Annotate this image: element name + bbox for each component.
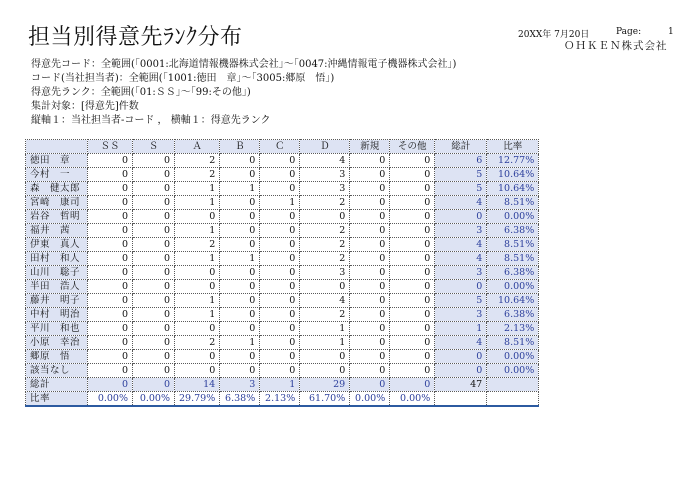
total-cell: 0: [435, 350, 487, 364]
count-cell: 0: [220, 322, 260, 336]
count-cell: 0: [220, 196, 260, 210]
count-cell: 2: [175, 168, 220, 182]
count-cell: 1: [175, 196, 220, 210]
table-row: [26, 182, 539, 196]
count-cell: 0: [220, 224, 260, 238]
table-row: [26, 392, 539, 407]
count-cell: 0: [220, 364, 260, 378]
ratio-cell: 6.38%: [487, 224, 539, 238]
company-name: ＯＨＫＥＮ株式会社: [564, 40, 668, 52]
count-cell: 2: [300, 238, 350, 252]
total-cell: 47: [435, 378, 487, 392]
row-label: 該当なし: [26, 364, 88, 378]
count-cell: 0: [350, 322, 390, 336]
column-header: その他: [390, 140, 435, 154]
count-cell: 29.79%: [175, 392, 220, 407]
count-cell: 0.00%: [88, 392, 133, 407]
count-cell: 0: [220, 266, 260, 280]
ratio-cell: 0.00%: [487, 210, 539, 224]
count-cell: 0: [88, 280, 133, 294]
column-header: Ａ: [175, 140, 220, 154]
count-cell: 0: [350, 336, 390, 350]
count-cell: 0: [175, 322, 220, 336]
count-cell: 0: [350, 210, 390, 224]
count-cell: 1: [300, 322, 350, 336]
count-cell: 0: [350, 308, 390, 322]
count-cell: 0: [350, 378, 390, 392]
page-label: Page:: [616, 27, 642, 37]
count-cell: 0: [88, 350, 133, 364]
count-cell: 1: [220, 182, 260, 196]
row-label: 徳田 章: [26, 154, 88, 168]
count-cell: 0: [133, 154, 175, 168]
count-cell: 0: [133, 336, 175, 350]
count-cell: 0: [390, 168, 435, 182]
total-cell: 3: [435, 266, 487, 280]
count-cell: 0: [88, 364, 133, 378]
count-cell: 2: [175, 238, 220, 252]
count-cell: 0: [175, 350, 220, 364]
count-cell: 0: [133, 322, 175, 336]
count-cell: 0: [88, 294, 133, 308]
count-cell: 1: [175, 308, 220, 322]
row-label: 今村 一: [26, 168, 88, 182]
count-cell: 0: [88, 252, 133, 266]
total-cell: 4: [435, 238, 487, 252]
count-cell: 0: [220, 154, 260, 168]
count-cell: 0: [175, 364, 220, 378]
row-label: 山川 聡子: [26, 266, 88, 280]
count-cell: 0: [260, 280, 300, 294]
ratio-cell: 8.51%: [487, 238, 539, 252]
count-cell: 0: [390, 322, 435, 336]
table-row: [26, 378, 539, 392]
row-label: 伊東 真人: [26, 238, 88, 252]
count-cell: 0: [220, 350, 260, 364]
count-cell: 2: [300, 224, 350, 238]
total-cell: 4: [435, 252, 487, 266]
count-cell: 0: [390, 294, 435, 308]
count-cell: 3: [300, 182, 350, 196]
row-label: 岩谷 哲明: [26, 210, 88, 224]
ratio-cell: [487, 392, 539, 407]
total-cell: 4: [435, 196, 487, 210]
count-cell: 0: [88, 168, 133, 182]
count-cell: 3: [300, 168, 350, 182]
ratio-cell: 0.00%: [487, 280, 539, 294]
count-cell: 0: [390, 266, 435, 280]
count-cell: 0: [260, 182, 300, 196]
count-cell: 0: [133, 308, 175, 322]
condition-aggregation: 集計対象：[得意先]件数: [31, 101, 139, 112]
count-cell: 0: [133, 238, 175, 252]
count-cell: 0: [88, 336, 133, 350]
count-cell: 0: [260, 168, 300, 182]
count-cell: 0: [390, 210, 435, 224]
table-row: [26, 224, 539, 238]
count-cell: 0: [88, 210, 133, 224]
table-row: [26, 266, 539, 280]
count-cell: 0: [133, 210, 175, 224]
total-cell: 0: [435, 364, 487, 378]
count-cell: 0: [390, 238, 435, 252]
count-cell: 0: [260, 364, 300, 378]
count-cell: 0: [88, 308, 133, 322]
count-cell: 6.38%: [220, 392, 260, 407]
row-label: 平川 和也: [26, 322, 88, 336]
count-cell: 0: [260, 266, 300, 280]
count-cell: 0: [260, 322, 300, 336]
ratio-cell: 6.38%: [487, 308, 539, 322]
row-label: 郷原 悟: [26, 350, 88, 364]
corner-cell: [26, 140, 88, 154]
table-row: [26, 350, 539, 364]
count-cell: 0: [88, 266, 133, 280]
count-cell: 0: [133, 182, 175, 196]
count-cell: 0: [133, 252, 175, 266]
count-cell: 0: [390, 378, 435, 392]
row-label: 田村 和人: [26, 252, 88, 266]
report-date: 20XX年 7月20日: [518, 30, 590, 40]
count-cell: 0: [133, 224, 175, 238]
count-cell: 0: [260, 308, 300, 322]
count-cell: 0.00%: [133, 392, 175, 407]
count-cell: 0: [133, 294, 175, 308]
row-label: 比率: [26, 392, 88, 407]
count-cell: 0: [350, 154, 390, 168]
count-cell: 0: [260, 154, 300, 168]
count-cell: 4: [300, 154, 350, 168]
row-label: 総計: [26, 378, 88, 392]
row-label: 宮崎 康司: [26, 196, 88, 210]
count-cell: 0: [390, 350, 435, 364]
total-cell: 5: [435, 168, 487, 182]
count-cell: 0: [300, 280, 350, 294]
count-cell: 2: [175, 336, 220, 350]
condition-axes: 縦軸１：当社担当者-コード ， 横軸１：得意先ランク: [31, 115, 271, 126]
table-row: [26, 280, 539, 294]
row-label: 小原 幸治: [26, 336, 88, 350]
count-cell: 0.00%: [390, 392, 435, 407]
ratio-cell: 0.00%: [487, 364, 539, 378]
count-cell: 0: [220, 280, 260, 294]
count-cell: 0: [220, 238, 260, 252]
count-cell: 0: [350, 364, 390, 378]
column-header: Ｃ: [260, 140, 300, 154]
column-header: 総計: [435, 140, 487, 154]
total-cell: 1: [435, 322, 487, 336]
count-cell: 0: [390, 336, 435, 350]
count-cell: 0: [88, 224, 133, 238]
count-cell: 0: [350, 350, 390, 364]
count-cell: 0: [300, 364, 350, 378]
count-cell: 0: [390, 252, 435, 266]
count-cell: 0: [175, 210, 220, 224]
count-cell: 0: [88, 154, 133, 168]
table-row: [26, 252, 539, 266]
page-number: 1: [668, 27, 674, 37]
count-cell: 2: [300, 308, 350, 322]
count-cell: 0: [350, 238, 390, 252]
ratio-cell: 8.51%: [487, 336, 539, 350]
count-cell: 0: [220, 168, 260, 182]
ratio-cell: 10.64%: [487, 182, 539, 196]
count-cell: 3: [300, 266, 350, 280]
count-cell: 1: [260, 378, 300, 392]
ratio-cell: 8.51%: [487, 252, 539, 266]
table-row: [26, 294, 539, 308]
count-cell: 0: [175, 266, 220, 280]
count-cell: 2.13%: [260, 392, 300, 407]
column-header: ＳＳ: [88, 140, 133, 154]
count-cell: 0: [260, 294, 300, 308]
count-cell: 0: [350, 196, 390, 210]
condition-customer-code: 得意先コード：全範囲(｢0001:北海道情報機器株式会社｣～｢0047:沖縄情報電子機器株式会社｣): [31, 59, 457, 70]
row-label: 福井 茜: [26, 224, 88, 238]
column-header: 新規: [350, 140, 390, 154]
total-cell: 0: [435, 280, 487, 294]
count-cell: 1: [175, 224, 220, 238]
ratio-cell: 6.38%: [487, 266, 539, 280]
count-cell: 0: [300, 350, 350, 364]
table-row: [26, 336, 539, 350]
count-cell: 0: [260, 210, 300, 224]
ratio-cell: [487, 378, 539, 392]
count-cell: 0: [133, 266, 175, 280]
count-cell: 0: [300, 210, 350, 224]
count-cell: 1: [260, 196, 300, 210]
count-cell: 2: [300, 196, 350, 210]
count-cell: 4: [300, 294, 350, 308]
count-cell: 0: [350, 168, 390, 182]
count-cell: 1: [175, 294, 220, 308]
count-cell: 0: [260, 238, 300, 252]
count-cell: 0: [88, 182, 133, 196]
count-cell: 61.70%: [300, 392, 350, 407]
count-cell: 29: [300, 378, 350, 392]
row-label: 中村 明治: [26, 308, 88, 322]
total-cell: 5: [435, 294, 487, 308]
count-cell: 1: [175, 252, 220, 266]
ratio-cell: 10.64%: [487, 294, 539, 308]
count-cell: 0: [350, 294, 390, 308]
row-label: 森 健太郎: [26, 182, 88, 196]
count-cell: 14: [175, 378, 220, 392]
count-cell: 0: [390, 182, 435, 196]
total-cell: 6: [435, 154, 487, 168]
count-cell: 0: [88, 378, 133, 392]
table-row: [26, 308, 539, 322]
count-cell: 0: [260, 336, 300, 350]
count-cell: 0: [260, 252, 300, 266]
count-cell: 1: [300, 336, 350, 350]
count-cell: 0: [350, 182, 390, 196]
table-row: [26, 196, 539, 210]
total-cell: 3: [435, 308, 487, 322]
count-cell: 3: [220, 378, 260, 392]
table-row: [26, 322, 539, 336]
column-header: Ｂ: [220, 140, 260, 154]
total-cell: [435, 392, 487, 407]
count-cell: 0: [133, 168, 175, 182]
table-row: [26, 364, 539, 378]
count-cell: 0.00%: [350, 392, 390, 407]
ratio-cell: 2.13%: [487, 322, 539, 336]
count-cell: 0: [260, 350, 300, 364]
count-cell: 0: [133, 364, 175, 378]
table-row: [26, 168, 539, 182]
count-cell: 2: [300, 252, 350, 266]
table-row: [26, 238, 539, 252]
ratio-cell: 0.00%: [487, 350, 539, 364]
total-cell: 3: [435, 224, 487, 238]
count-cell: 0: [350, 280, 390, 294]
count-cell: 0: [350, 252, 390, 266]
count-cell: 0: [133, 196, 175, 210]
count-cell: 0: [220, 308, 260, 322]
count-cell: 0: [88, 238, 133, 252]
count-cell: 0: [133, 378, 175, 392]
column-header: Ｄ: [300, 140, 350, 154]
report-title: 担当別得意先ﾗﾝｸ分布: [28, 25, 243, 50]
count-cell: 0: [390, 154, 435, 168]
rank-distribution-table: [25, 139, 539, 407]
count-cell: 0: [390, 196, 435, 210]
count-cell: 1: [220, 252, 260, 266]
ratio-cell: 12.77%: [487, 154, 539, 168]
ratio-cell: 8.51%: [487, 196, 539, 210]
row-label: 半田 浩人: [26, 280, 88, 294]
count-cell: 1: [175, 182, 220, 196]
column-header: Ｓ: [133, 140, 175, 154]
row-label: 藤井 明子: [26, 294, 88, 308]
count-cell: 0: [260, 224, 300, 238]
count-cell: 2: [175, 154, 220, 168]
total-cell: 4: [435, 336, 487, 350]
ratio-cell: 10.64%: [487, 168, 539, 182]
column-header: 比率: [487, 140, 539, 154]
count-cell: 0: [88, 196, 133, 210]
count-cell: 0: [133, 280, 175, 294]
total-cell: 5: [435, 182, 487, 196]
count-cell: 0: [220, 210, 260, 224]
count-cell: 0: [350, 224, 390, 238]
condition-staff-code: コード(当社担当者)：全範囲(｢1001:徳田 章｣～｢3005:郷原 悟｣): [31, 73, 335, 84]
count-cell: 1: [220, 336, 260, 350]
count-cell: 0: [390, 364, 435, 378]
count-cell: 0: [133, 350, 175, 364]
count-cell: 0: [175, 280, 220, 294]
count-cell: 0: [390, 308, 435, 322]
count-cell: 0: [350, 266, 390, 280]
count-cell: 0: [88, 322, 133, 336]
total-cell: 0: [435, 210, 487, 224]
table-row: [26, 154, 539, 168]
count-cell: 0: [390, 280, 435, 294]
table-header-row: [26, 140, 539, 154]
table-row: [26, 210, 539, 224]
count-cell: 0: [390, 224, 435, 238]
condition-customer-rank: 得意先ランク：全範囲(｢01:ＳＳ｣～｢99:その他｣): [31, 87, 251, 98]
count-cell: 0: [220, 294, 260, 308]
